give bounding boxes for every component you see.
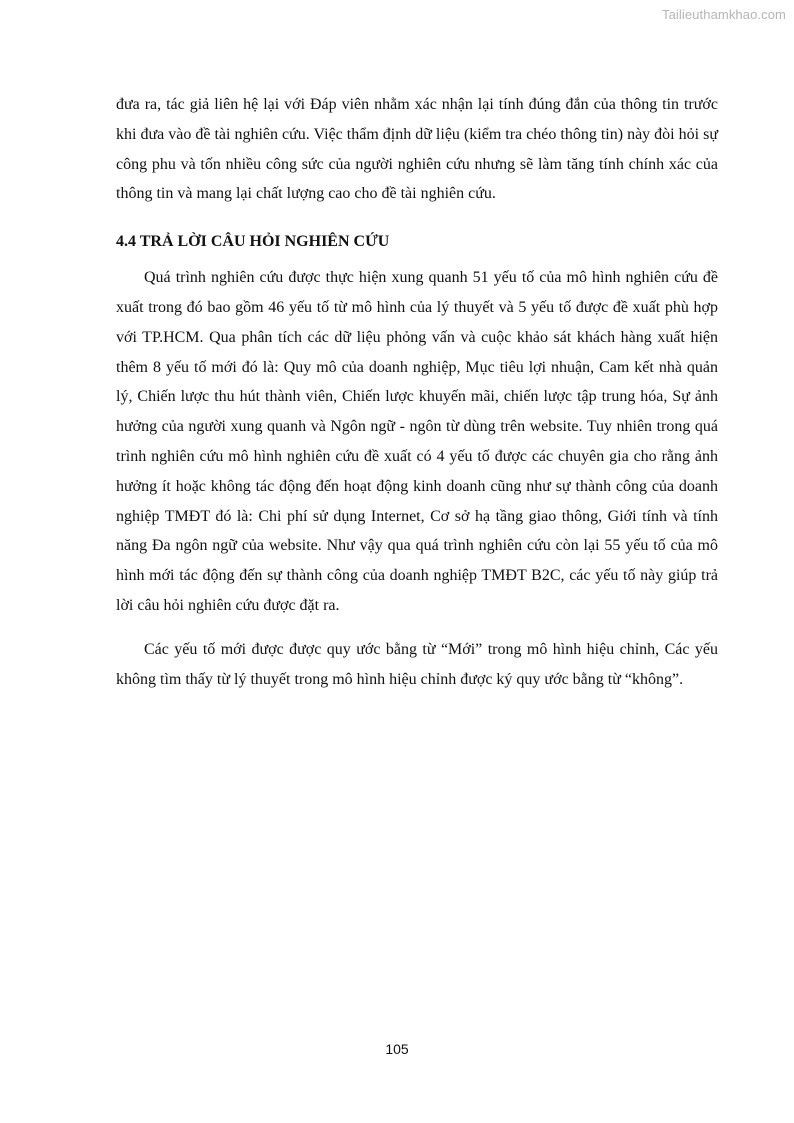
- body-paragraph-1: Quá trình nghiên cứu được thực hiện xung quanh 51 yếu tố của mô hình nghiên cứu đề xuất trong đó bao gồm 46 yếu tố từ mô hình của lý thuyết và 5 yếu tố được đề xuất phù hợp với TP.HCM. Qua phân tích các dữ liệu phỏng vấn và cuộc khảo sát khách hàng xuất hiện thêm 8 yếu tố mới đó là: Quy mô của doanh nghiệp, Mục tiêu lợi nhuận, Cam kết nhà quản lý, Chiến lược thu hút thành viên, Chiến lược khuyến mãi, chiến lược tập trung hóa, Sự ảnh hưởng của người xung quanh và Ngôn ngữ - ngôn từ dùng trên website. Tuy nhiên trong quá trình nghiên cứu mô hình nghiên cứu đề xuất có 4 yếu tố được các chuyên gia cho rằng ảnh hưởng ít hoặc không tác động đến hoạt động kinh doanh cũng như sự thành công của doanh nghiệp TMĐT đó là: Chi phí sử dụng Internet, Cơ sở hạ tầng giao thông, Giới tính và tính năng Đa ngôn ngữ của website. Như vậy qua quá trình nghiên cứu còn lại 55 yếu tố của mô hình mới tác động đến sự thành công của doanh nghiệp TMĐT B2C, các yếu tố này giúp trả lời câu hỏi nghiên cứu được đặt ra.: [116, 269, 718, 614]
- watermark: Tailieuthamkhao.com: [661, 7, 786, 22]
- body-paragraph-2: Các yếu tố mới được được quy ước bằng từ “Mới” trong mô hình hiệu chỉnh, Các yếu không tìm thấy từ lý thuyết trong mô hình hiệu chỉnh được ký quy ước bằng từ “không”.: [116, 640, 718, 688]
- page-content: [116, 90, 718, 694]
- section-heading: 4.4 TRẢ LỜI CÂU HỎI NGHIÊN CỨU: [116, 233, 390, 251]
- paragraph-gap: [116, 621, 718, 635]
- intro-paragraph: đưa ra, tác giả liên hệ lại với Đáp viên nhằm xác nhận lại tính đúng đắn của thông tin trước khi đưa vào đề tài nghiên cứu. Việc thẩm định dữ liệu (kiểm tra chéo thông tin) này đòi hỏi sự công phu và tốn nhiều công sức của người nghiên cứu nhưng sẽ làm tăng tính chính xác của thông tin và mang lại chất lượng cao cho đề tài nghiên cứu.: [116, 96, 718, 203]
- page-number: 105: [385, 1041, 409, 1057]
